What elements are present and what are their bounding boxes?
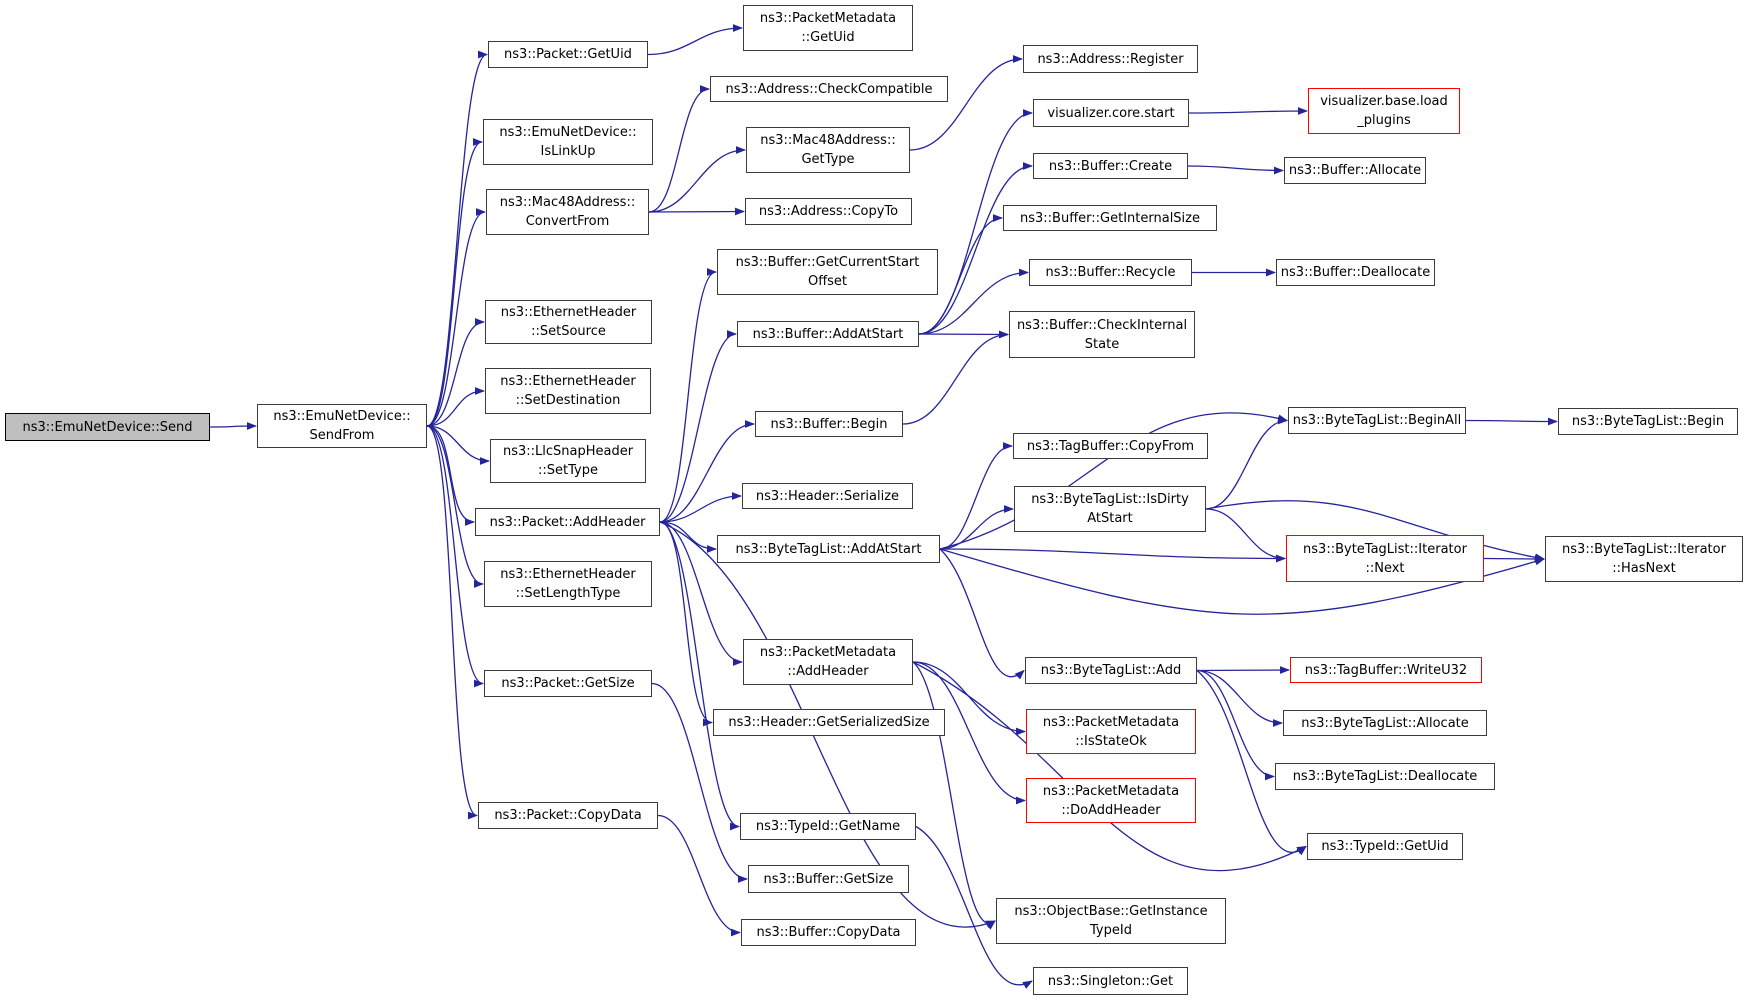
graph-node-label: visualizer.base.load (1320, 94, 1448, 109)
graph-node-label: ns3::TagBuffer::CopyFrom (1026, 438, 1195, 454)
graph-node-typeid_getuid[interactable] (1307, 833, 1463, 860)
edge-btl_isdirty-to-btl_it_next (1206, 509, 1285, 559)
graph-node-send[interactable] (5, 413, 210, 441)
graph-node-label: ns3::ByteTagList::BeginAll (1292, 413, 1462, 428)
graph-node-pm_doaddheader[interactable] (1026, 778, 1196, 823)
graph-node-checkcompat[interactable] (710, 76, 948, 102)
graph-node-btl_addatstart[interactable] (717, 535, 940, 563)
edge-pkt_addheader-to-buf_addatstart (660, 334, 736, 522)
graph-node-label: ::SetSource (531, 324, 606, 339)
edge-buf_begin-to-buf_checkinternal (903, 335, 1008, 425)
graph-node-label: ns3::Buffer::Begin (770, 416, 888, 432)
graph-node-label: IsLinkUp (540, 144, 596, 159)
graph-node-label: ns3::ByteTagList::Allocate (1301, 715, 1469, 731)
graph-node-label: ns3::Singleton::Get (1047, 973, 1174, 989)
edge-sendfrom-to-convertfrom (427, 212, 485, 426)
graph-node-label: GetType (801, 152, 855, 167)
graph-node-pkt_addheader[interactable] (475, 508, 660, 536)
graph-node-convertfrom[interactable] (486, 189, 649, 235)
edge-btl_it_next-to-btl_it_hasnext (1484, 559, 1544, 560)
graph-node-pkt_getsize[interactable] (484, 670, 652, 697)
graph-node-label: ns3::Address::CheckCompatible (725, 81, 933, 97)
graph-node-buf_getcurstart[interactable] (717, 249, 938, 295)
edge-pkt_copydata-to-buf_copydata (658, 816, 740, 933)
edge-btl_isdirty-to-btl_beginall (1206, 421, 1287, 510)
graph-node-buf_dealloc[interactable] (1276, 259, 1435, 286)
graph-node-buf_copydata[interactable] (741, 919, 916, 946)
graph-node-tagbuf_writeu32[interactable] (1290, 657, 1482, 683)
graph-node-label: visualizer.core.start (1047, 105, 1175, 121)
graph-node-label: ns3::ByteTagList::AddAtStart (735, 541, 922, 557)
edge-vis_start-to-vis_load (1189, 111, 1307, 113)
graph-node-label: ns3::PacketMetadata (1042, 783, 1180, 799)
edge-btl_addatstart-to-btl_isdirty (940, 509, 1013, 549)
graph-node-buf_create[interactable] (1033, 153, 1188, 179)
edge-send-to-sendfrom (210, 426, 256, 427)
graph-node-label: _plugins (1357, 113, 1411, 128)
edge-btl_addatstart-to-btl_it_next (940, 549, 1285, 559)
edge-btl_add-to-tagbuf_writeu32 (1197, 670, 1289, 671)
graph-node-btl_it_next[interactable] (1286, 535, 1484, 582)
graph-node-label: ns3::Buffer::Recycle (1045, 265, 1176, 280)
graph-node-label: ns3::EthernetHeader (500, 374, 636, 389)
graph-node-pm_isstateok[interactable] (1026, 709, 1196, 754)
graph-node-label: ns3::ByteTagList::Iterator (1562, 542, 1726, 557)
graph-node-label: ns3::Buffer::Deallocate (1280, 265, 1431, 280)
graph-node-buf_checkinternal[interactable] (1009, 311, 1195, 358)
graph-node-label: ns3::EmuNetDevice:: (499, 125, 637, 140)
graph-node-label: ns3::Buffer::GetCurrentStart (735, 255, 920, 270)
graph-node-tagbuf_copyfrom[interactable] (1013, 433, 1208, 459)
graph-node-eth_setdest[interactable] (485, 368, 651, 414)
graph-node-btl_dealloc[interactable] (1275, 763, 1495, 790)
edge-buf_addatstart-to-buf_checkinternal (919, 334, 1008, 335)
graph-node-mac_gettype[interactable] (746, 127, 910, 173)
graph-node-btl_begin[interactable] (1558, 408, 1738, 435)
graph-node-label: ns3::Address::CopyTo (758, 204, 899, 219)
edge-btl_add-to-btl_alloc (1197, 671, 1282, 724)
graph-node-register[interactable] (1023, 45, 1198, 73)
graph-node-hdr_serialize[interactable] (742, 483, 913, 509)
graph-node-label: ns3::Address::Register (1037, 51, 1184, 67)
graph-node-label: AtStart (1087, 511, 1133, 526)
graph-node-label: ::DoAddHeader (1061, 802, 1161, 818)
edge-btl_add-to-btl_dealloc (1197, 671, 1274, 777)
graph-node-copyto[interactable] (745, 198, 912, 225)
graph-node-label: ns3::Packet::GetSize (501, 676, 635, 691)
edge-sendfrom-to-eth_setdest (427, 391, 484, 426)
graph-node-label: ns3::Mac48Address:: (499, 195, 636, 210)
edge-pkt_addheader-to-buf_getcurstart (660, 272, 716, 522)
edge-btl_addatstart-to-tagbuf_copyfrom (940, 446, 1012, 549)
graph-node-label: ns3::PacketMetadata (759, 645, 897, 660)
graph-node-label: ns3::Buffer::CheckInternal (1016, 317, 1188, 333)
graph-node-label: ::IsStateOk (1075, 733, 1147, 749)
edge-sendfrom-to-eth_setsource (427, 322, 484, 426)
graph-node-label: ns3::Packet::AddHeader (489, 514, 646, 530)
edge-pkt_addheader-to-buf_begin (660, 424, 754, 522)
graph-node-islinkup[interactable] (483, 119, 653, 165)
edge-buf_create-to-buf_alloc (1188, 166, 1283, 171)
graph-node-label: ns3::Buffer::AddAtStart (752, 326, 904, 342)
graph-node-pkt_copydata[interactable] (478, 802, 658, 829)
edge-btl_add-to-typeid_getuid (1197, 671, 1306, 853)
graph-node-label: ns3::ByteTagList::IsDirty (1031, 492, 1189, 507)
graph-node-buf_addatstart[interactable] (737, 321, 919, 347)
edge-pm_addheader-to-typeid_getuid (913, 662, 1306, 871)
graph-node-eth_setsource[interactable] (485, 300, 652, 344)
graph-node-llc_settype[interactable] (490, 439, 646, 483)
graph-node-label: ::SetDestination (515, 393, 621, 408)
graph-node-label: ns3::EthernetHeader (500, 567, 636, 582)
graph-node-btl_alloc[interactable] (1283, 710, 1487, 736)
graph-node-btl_add[interactable] (1025, 657, 1197, 684)
graph-node-label: ConvertFrom (525, 214, 610, 229)
graph-node-label: ns3::TypeId::GetUid (1321, 839, 1449, 854)
edge-pm_addheader-to-ob_getinstance (913, 662, 995, 923)
graph-node-label: SendFrom (309, 428, 375, 443)
graph-node-label: ns3::Mac48Address:: (760, 133, 896, 148)
graph-node-ob_getinstance[interactable] (996, 898, 1226, 944)
graph-node-label: ns3::EmuNetDevice::Send (22, 419, 193, 435)
graph-node-label: ns3::ByteTagList::Iterator (1303, 541, 1467, 557)
edge-btl_beginall-to-btl_begin (1466, 421, 1557, 422)
graph-node-hdr_getserialized[interactable] (713, 709, 945, 736)
graph-node-pm_getuid[interactable] (743, 5, 913, 51)
edge-convertfrom-to-copyto (649, 212, 744, 213)
graph-node-buf_begin[interactable] (755, 411, 903, 437)
graph-node-label: TypeId (1090, 923, 1132, 938)
graph-node-buf_alloc[interactable] (1284, 157, 1426, 184)
graph-node-label: ns3::PacketMetadata (1042, 714, 1180, 730)
graph-node-label: ns3::ObjectBase::GetInstance (1014, 904, 1208, 919)
edge-sendfrom-to-islinkup (427, 142, 482, 426)
graph-node-label: Offset (807, 274, 848, 289)
graph-node-label: ns3::Buffer::GetInternalSize (1020, 210, 1200, 226)
edge-convertfrom-to-checkcompat (649, 89, 709, 212)
edge-convertfrom-to-mac_gettype (649, 150, 745, 212)
graph-node-label: ::AddHeader (787, 664, 869, 679)
graph-node-label: ns3::Buffer::Create (1048, 158, 1173, 174)
graph-node-label: ns3::Buffer::Allocate (1288, 163, 1422, 178)
graph-node-label: ns3::TagBuffer::WriteU32 (1304, 662, 1468, 678)
graph-node-label: ns3::Header::GetSerializedSize (728, 715, 930, 730)
edge-pkt_addheader-to-hdr_serialize (660, 496, 741, 522)
graph-node-label: ::SetType (538, 463, 598, 478)
graph-node-buf_recycle[interactable] (1029, 259, 1192, 286)
graph-node-eth_setlengthtype[interactable] (484, 561, 652, 607)
graph-node-btl_isdirty[interactable] (1014, 486, 1206, 532)
edge-btl_addatstart-to-btl_add (940, 549, 1024, 677)
graph-node-buf_getinternal[interactable] (1003, 205, 1217, 231)
graph-node-label: ns3::Buffer::GetSize (763, 871, 894, 887)
graph-node-pkt_getuid[interactable] (488, 41, 648, 68)
graph-node-label: ns3::ByteTagList::Begin (1571, 414, 1725, 429)
graph-node-label: ns3::LlcSnapHeader (502, 444, 634, 459)
graph-node-label: ns3::Header::Serialize (755, 488, 900, 504)
graph-node-label: ns3::TypeId::GetName (755, 819, 901, 834)
graph-node-label: ns3::EmuNetDevice:: (273, 409, 411, 424)
graph-node-label: ::Next (1365, 560, 1405, 576)
graph-node-btl_beginall[interactable] (1288, 407, 1466, 434)
graph-node-label: State (1084, 336, 1120, 352)
graph-node-label: ns3::ByteTagList::Deallocate (1292, 769, 1478, 784)
graph-node-singleton_get[interactable] (1033, 967, 1188, 995)
graph-node-sendfrom[interactable] (257, 404, 427, 448)
graph-node-label: ns3::Buffer::CopyData (756, 925, 901, 940)
graph-node-buf_getsize[interactable] (748, 865, 909, 893)
edge-pkt_getuid-to-pm_getuid (648, 28, 742, 55)
graph-node-label: ns3::EthernetHeader (500, 305, 637, 320)
edge-sendfrom-to-pkt_getsize (427, 426, 483, 684)
graph-node-label: ns3::Packet::GetUid (504, 47, 632, 62)
graph-node-btl_it_hasnext[interactable] (1545, 536, 1743, 582)
graph-node-label: ns3::Packet::CopyData (494, 808, 642, 823)
graph-node-label: ns3::PacketMetadata (759, 11, 897, 26)
graph-node-label: ::SetLengthType (515, 586, 621, 601)
graph-node-vis_load[interactable] (1308, 88, 1460, 134)
graph-node-label: ::HasNext (1612, 561, 1676, 576)
graph-node-typeid_getname[interactable] (740, 813, 916, 840)
graph-node-pm_addheader[interactable] (743, 639, 913, 685)
graph-node-vis_start[interactable] (1033, 99, 1189, 127)
graph-node-label: ::GetUid (801, 30, 855, 45)
graph-node-label: ns3::ByteTagList::Add (1040, 663, 1182, 678)
